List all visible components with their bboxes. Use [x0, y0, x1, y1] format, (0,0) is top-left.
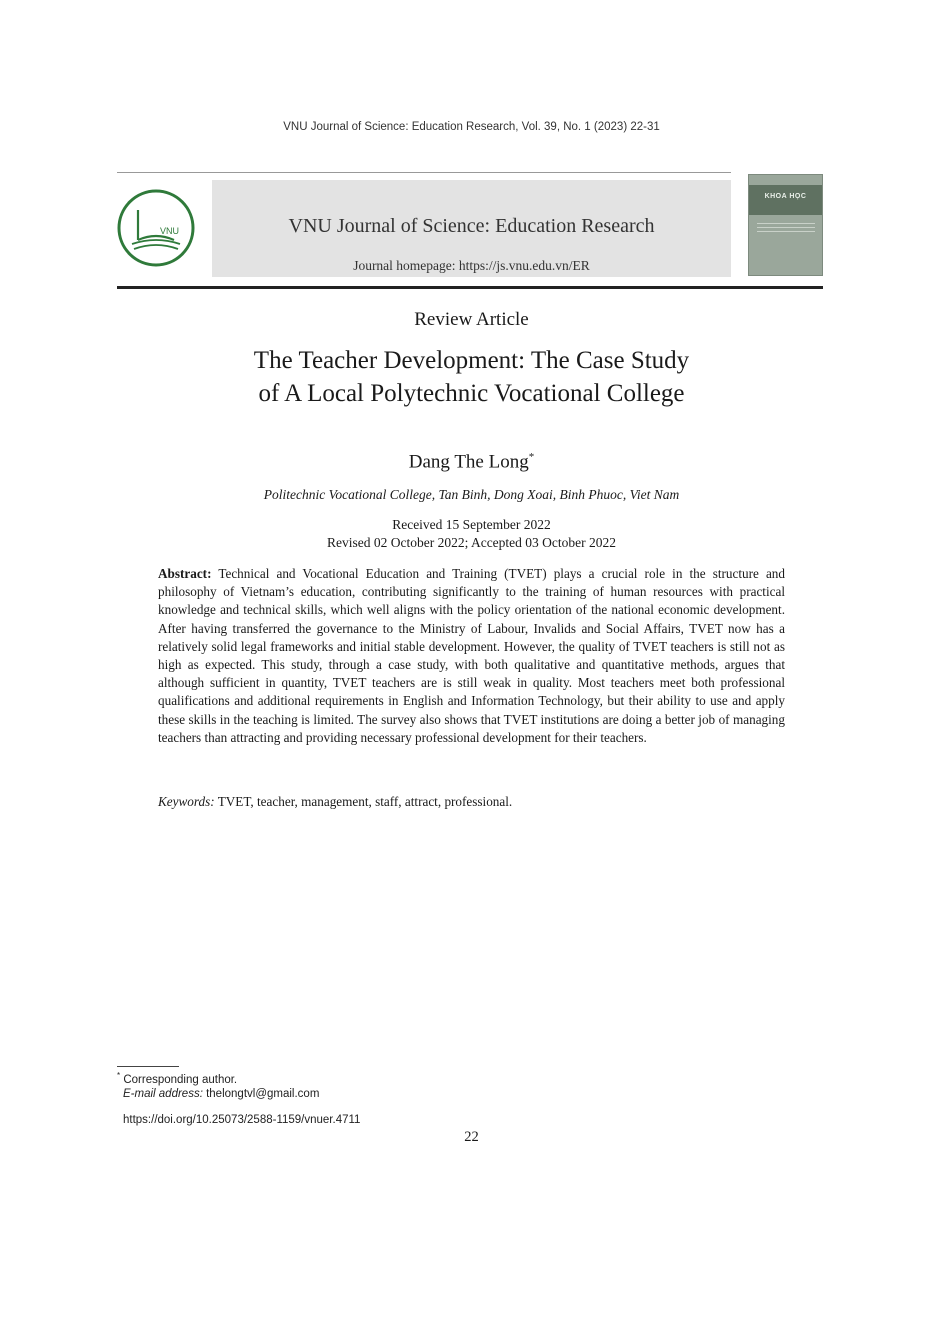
doi-link[interactable]: https://doi.org/10.25073/2588-1159/vnuer.4711 [123, 1114, 361, 1126]
received-date: Received 15 September 2022 [392, 517, 551, 532]
cover-band [749, 185, 822, 215]
affiliation: Politechnic Vocational College, Tan Binh, Dong Xoai, Binh Phuoc, Viet Nam [263, 487, 680, 502]
footnote-mark: * [117, 1071, 121, 1080]
footnote-rule [117, 1066, 179, 1067]
journal-cover-thumbnail [748, 174, 823, 276]
keywords-text: TVET, teacher, management, staff, attract, professional. [217, 794, 513, 809]
corresponding-label: Corresponding author. [123, 1073, 238, 1086]
masthead-bottom-rule [117, 286, 823, 289]
article-title [0, 344, 943, 410]
vnu-logo [116, 188, 196, 268]
author [0, 451, 943, 473]
article-dates [0, 516, 943, 552]
vnu-logo-text: VNU [160, 226, 180, 236]
keywords [158, 794, 785, 810]
email-label: E-mail address: [123, 1088, 203, 1100]
article-title-line-2: of A Local Polytechnic Vocational College [258, 380, 685, 407]
masthead-top-rule [117, 172, 731, 173]
cover-lines [757, 223, 815, 224]
footnote-email [123, 1088, 319, 1100]
page-number: 22 [464, 1129, 479, 1145]
revised-accepted-dates: Revised 02 October 2022; Accepted 03 October 2022 [326, 535, 617, 550]
author-mark: * [528, 451, 535, 463]
journal-homepage: Journal homepage: https://js.vnu.edu.vn/ER [353, 258, 590, 273]
article-type: Review Article [414, 309, 529, 330]
cover-title: KHOA HỌC [764, 193, 807, 200]
email-address[interactable]: thelongtvl@gmail.com [206, 1088, 320, 1100]
abstract-label: Abstract: [158, 566, 212, 581]
footnote-corresponding [117, 1071, 237, 1086]
keywords-label: Keywords: [158, 794, 215, 809]
running-head: VNU Journal of Science: Education Research, Vol. 39, No. 1 (2023) 22-31 [283, 121, 660, 133]
journal-title: VNU Journal of Science: Education Research [288, 215, 655, 237]
abstract [158, 565, 785, 747]
abstract-text: Technical and Vocational Education and Training (TVET) plays a crucial role in the structure and philosophy of Vietnam’s education, contributing significantly to the training of human resources with practical knowledge and technical skills, which well aligns with the policy orientation of the national economic development. After having transferred the governance to the Ministry of Labour, Invalids and Social Affairs, TVET now has a relatively solid legal frameworks and initial stable development. However, the quality of TVET teachers is still not as high as expected. This study, through a case study, with both qualitative and quantitative methods, argues that although sufficient in quantity, TVET teachers are is still weak in quality. Most teachers meet both professional qualifications and additional requirements in English and Information Technology, but their ability to use and apply these skills in the teaching is limited. The survey also shows that TVET institutions are doing a better job of managing teachers than attracting and providing necessary professional development for their teachers. [158, 566, 785, 745]
author-name: Dang The Long [408, 451, 529, 473]
article-title-line-1: The Teacher Development: The Case Study [253, 347, 690, 374]
